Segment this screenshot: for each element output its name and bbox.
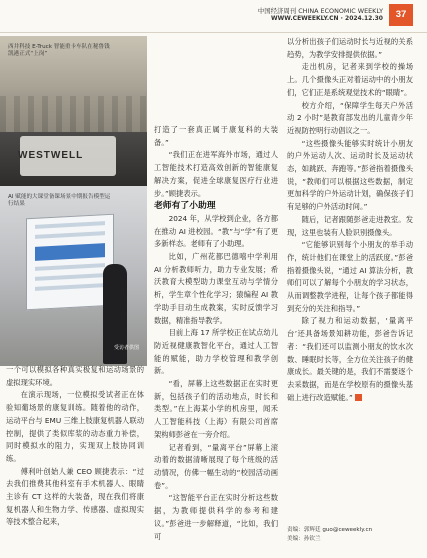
paragraph: “这些摄像头能够实时统计小朋友的户外运动人次、运动时长及运动状态，如跳跃、奔跑等。”彭爸指着摄像头说，“教师们可以根据这些数据，制定更加科学的户外运动计划，确保孩子们有足够的户外活动时间。” [287,138,413,212]
figure-caption-1: 西井科技 E-Truck 智能重卡车队在秘鲁钱凯港正式“上岗” [8,44,110,57]
magazine-issue: WWW.CEWEEKLY.CN · 2024.12.30 [271,15,383,22]
classroom-photo [0,186,147,366]
projection-screen [26,214,114,311]
page-header [0,0,427,36]
paragraph: 记者看到，“量离平台”屏幕上滚动着的数据清晰展现了每个班级的活动情况，仿佛一幅生动的“校园活动画卷”。 [154,442,278,490]
text-column-3 [287,36,413,404]
page-number: 37 [389,4,413,26]
paragraph: 2024 年，从学校到企业，各方都在推动 AI 进校园。“教”与“学”有了更多新样态。老师有了小助理。 [154,213,278,249]
text-column-1 [6,364,144,529]
end-mark-icon [355,394,362,401]
port-cranes [0,96,147,136]
paragraph: 走出机房，记者来到学校的操场上。几个摄像头正对着运动中的小朋友们，它们正是系统观觉技术的“眼睛”。 [287,62,413,97]
paragraph: 随后，记者跟随彭爸走进教室。发现，这里也装有人脸识别摄像头。 [287,214,413,237]
paragraph-text: 除了视力和运动数据，‘量离平台’还具备场景知耕功能，彭爸告诉记者：“我们还可以监测小朋友的饮水次数、睡眠时长等，全方位关注孩子的健康成长。最关键的是，我们不需要逐个去采数据，而是在学校原有的摄像头基础上进行改造赋能。” [287,316,413,402]
paragraph: 打造了一套真正属于康复科的大装备。” [154,125,278,147]
designer-credit: 美编：孙钦兰 [287,536,321,542]
paragraph: “我们正在进军海外市场，通过人工智能技术打造高效创新的智能康复解决方案，促进全球康复医疗行业进步。”顾捷表示。 [154,150,278,198]
magazine-masthead [258,7,383,23]
photo-credit: 受访者供图 [114,345,140,351]
paragraph: “这智能平台正在实时分析这些数据，为教师提供科学的参考和建议。”彭爸进一步解释道，“比如，我们可 [154,493,278,541]
truck-photo [0,36,147,186]
text-column-2 [154,124,278,543]
truck-brand-text: WESTWELL [18,150,84,161]
paragraph: “看，屏幕上这些数据正在实时更新，包括孩子们的活动地点，时长和类型。”在上海某小学的机房里，闻禾人工智能科技（上海）有限公司首席架构师彭爸在一旁介绍。 [154,379,278,439]
paragraph: 校方介绍，“保障学生每天户外活动 2 小时”是教育部发出的儿童青少年近视防控明行动倡议之一。 [287,100,413,135]
paragraph: 一个可以模拟各种真实极复和运动场景的虚拟现实环境。 [6,365,144,387]
magazine-title: 中国经济周刊 CHINA ECONOMIC WEEKLY [257,7,383,15]
editor-credit: 责编：郭辉廷 guo@ceweekly.cn [287,527,373,533]
paragraph: 目前上海 17 所学校正在试点幼儿防近视健康教智化平台，通过人工智能的赋能，助力学校管理和教学创新。 [154,328,278,376]
paragraph: 傅利叶创始人兼 CEO 顾捷表示：“过去我们推费其他科室有手术机器人、眼睛主诊有 CT 这样的大装备，现在我们将康复机器人和生物力学、传感器、虚拟现实等技术整合起来， [6,466,144,527]
figure-caption-2: AI 赋能的大课堂备课场景中期报告模型运行结果 [8,194,111,207]
header-divider [0,32,427,33]
section-heading: 老师有了小助理 [154,201,216,212]
paragraph: 比如，广州花都巴德嘻中学利用 AI 分析教师听力，助力专业发展；希沃教育大模型助力课堂互动与学情分析，学生章个性化学习；猿编程 AI 教学助手目动生成教案，实时反馈学习数据，精准指导教学。 [154,252,278,325]
credits [287,526,417,544]
paragraph: “它能够识别每个小朋友的举手动作，统计他们在课堂上的活跃度。”彭爸指着摄像头说，“通过 AI 算法分析，教师们可以了解每个小朋友的学习状态，从而调整教学进程，让每个孩子都能得到充分的关注和指导。” [287,240,413,313]
paragraph [287,315,413,404]
paragraph: 在演示现场，一位模拟受试者正在体验知葡场景的康复训练。随着他的动作，运动平台与 EMU 三维上肢康复机器人联动控制，提供了类似库浆的动态重力补偿，同时模拟水的阻力，实现双上肢协同训练。 [6,390,144,463]
paragraph: 以分析出孩子们运动时长与近视的关系趋势，为教学安排提供依据。” [287,37,413,59]
